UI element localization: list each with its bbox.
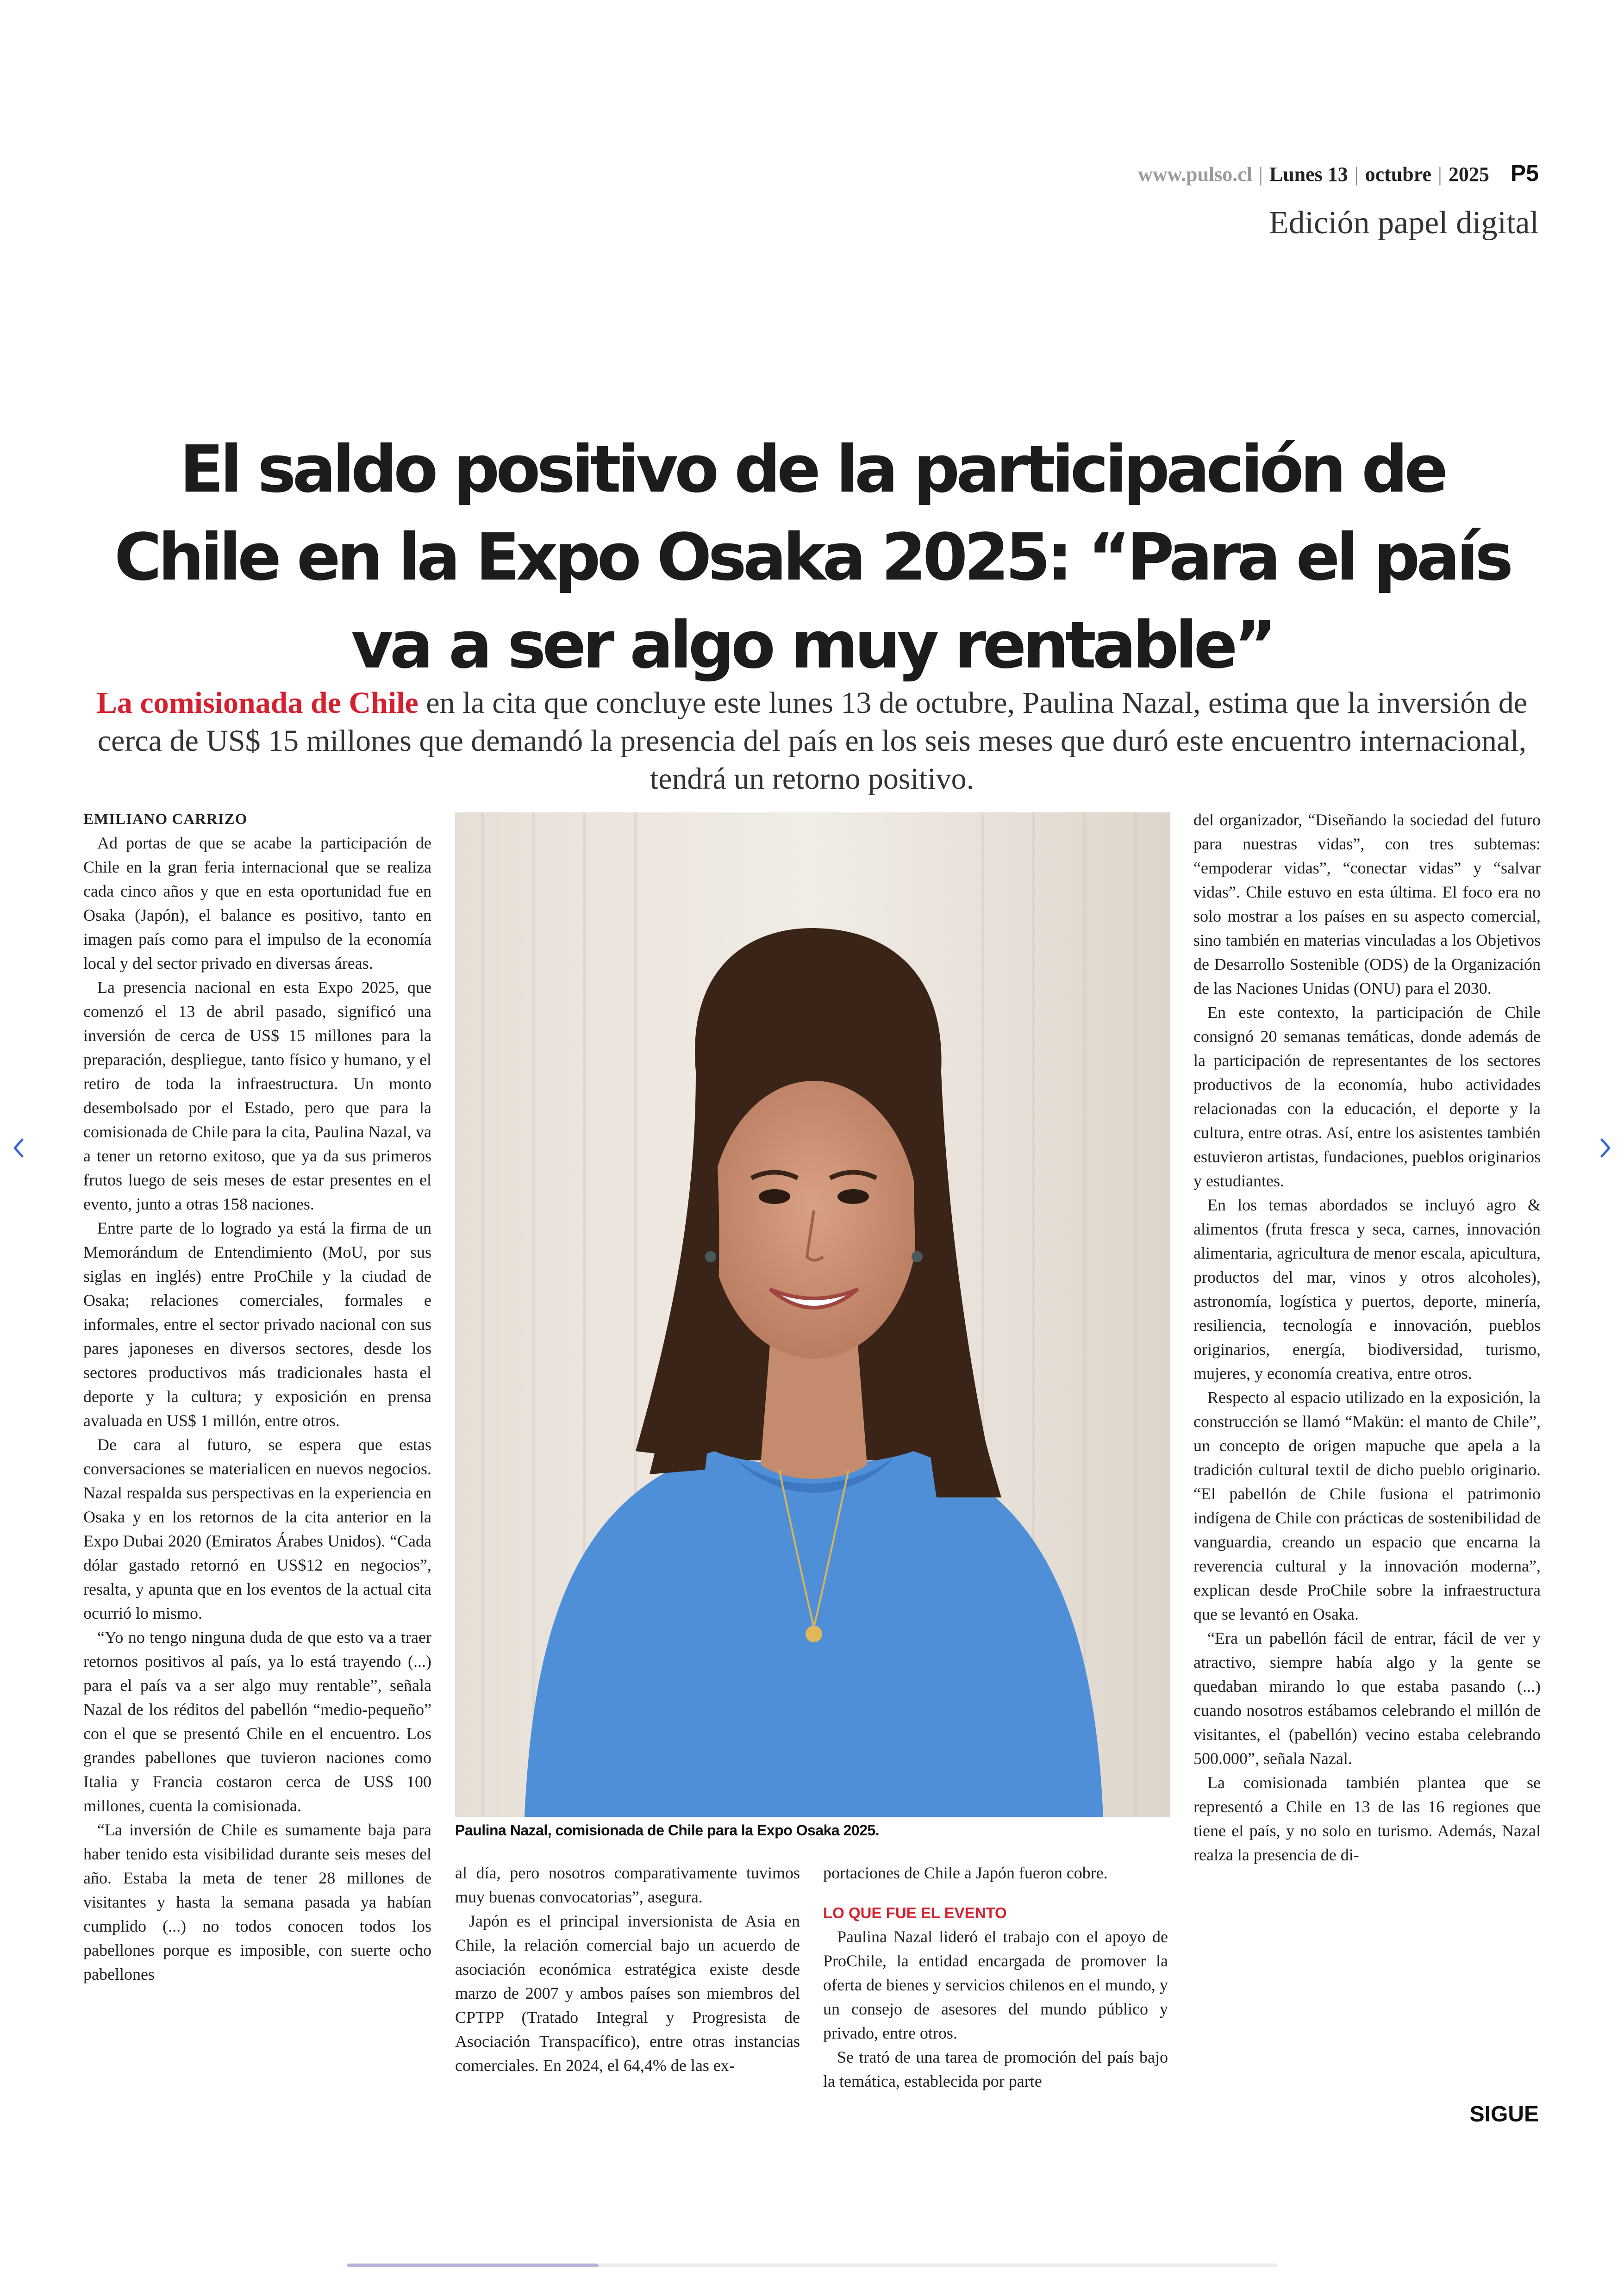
separator: | (1354, 163, 1359, 186)
chevron-right-icon (1596, 1134, 1615, 1162)
date-year: 2025 (1448, 163, 1489, 186)
paragraph: Respecto al espacio utilizado en la exposición, la construcción se llamó “Makün: el manto de Chile”, un concepto de origen mapuche que apela a la tradición cultural textil de dicho pueblo originario. “El pabellón de Chile fusiona el patrimonio indígena de Chile con prácticas de sostenibilidad de vanguardia, creando un espacio que encarna la reverencia cultural y la innovación moderna”, explican desde ProChile sobre la infraestructura que se levantó en Osaka. (1193, 1388, 1541, 1623)
continue-label: SIGUE (1469, 2102, 1539, 2127)
paragraph: Paulina Nazal lideró el trabajo con el apoyo de ProChile, la entidad encargada de promover la oferta de bienes y servicios chilenos en el mundo, y un consejo de asesores del mundo público y privado, entre otros. (823, 1927, 1168, 2042)
section-subhead: LO QUE FUE EL EVENTO (823, 1904, 1007, 1921)
paragraph: “Era un pabellón fácil de entrar, fácil de ver y atractivo, siempre había algo y la gente se quedaban mirando lo que estaba pasando (...) cuando nosotros estábamos celebrando el millón de visitantes, el (pabellón) vecino estaba celebrando 500.000”, señala Nazal. (1193, 1629, 1541, 1768)
byline: EMILIANO CARRIZO (83, 811, 248, 828)
article-column-1 (83, 808, 431, 1986)
photo-caption: Paulina Nazal, comisionada de Chile para la Expo Osaka 2025. (455, 1822, 880, 1839)
article-deck (93, 684, 1531, 798)
scrollbar-thumb[interactable] (347, 2264, 599, 2267)
paragraph: portaciones de Chile a Japón fueron cobre. (823, 1864, 1108, 1882)
page-scrollbar[interactable] (347, 2264, 1278, 2267)
page-number: P5 (1510, 160, 1539, 186)
deck-lead: La comisionada de Chile (96, 686, 418, 720)
next-page-button[interactable] (1596, 1134, 1615, 1162)
portrait-illustration (455, 812, 1170, 1817)
previous-page-button[interactable] (9, 1134, 28, 1162)
paragraph: La comisionada también plantea que se representó a Chile en 13 de las 16 regiones que tiene el país, y no solo en turismo. Además, Nazal realza la presencia de di- (1193, 1773, 1541, 1864)
date-month: octubre (1365, 163, 1432, 186)
paragraph: Se trató de una tarea de promoción del país bajo la temática, establecida por parte (823, 2048, 1168, 2090)
paragraph: Japón es el principal inversionista de Asia en Chile, la relación comercial bajo un acuerdo de asociación económica estratégica existe desde marzo de 2007 y ambos países son miembros del CPTPP (Tratado Integral y Progresista de Asociación Transpacífico), entre otras instancias comerciales. En 2024, el 64,4% de las ex- (455, 1912, 800, 2075)
paragraph: Ad portas de que se acabe la participación de Chile en la gran feria internacional que se realiza cada cinco años y que en esta oportunidad fue en Osaka (Japón), el balance es positivo, tanto en imagen país como para el impulso de la economía local y del sector privado en diversas áreas. (83, 834, 431, 973)
separator: | (1438, 163, 1442, 186)
date-day: Lunes 13 (1269, 163, 1348, 186)
article-column-3 (823, 1861, 1168, 2093)
masthead (1138, 160, 1539, 187)
paragraph: La presencia nacional en esta Expo 2025, que comenzó el 13 de abril pasado, significó una inversión de cerca de US$ 15 millones para la preparación, despliegue, tanto físico y humano, y el retiro de toda la infraestructura. Un monto desembolsado por el Estado, pero que para la comisionada de Chile para la cita, Paulina Nazal, va a tener un retorno exitoso, que ya da sus primeros frutos luego de seis meses de estar presentes en el evento, junto a otras 158 naciones. (83, 978, 431, 1213)
paragraph: En este contexto, la participación de Chile consignó 20 semanas temáticas, donde además de la participación de representantes de los sectores productivos de la economía, hubo actividades relacionadas con la educación, el deporte y la cultura, entre otras. Así, entre los asistentes también estuvieron artistas, fundaciones, pueblos originarios y estudiantes. (1193, 1003, 1541, 1190)
edition-label: Edición papel digital (1268, 205, 1539, 241)
article-photo (455, 812, 1170, 1817)
article-column-4 (1193, 808, 1541, 1867)
separator: | (1259, 163, 1263, 186)
article-headline: El saldo positivo de la participación de Chile en la Expo Osaka 2025: “Para el país va a ser algo muy rentable” (114, 432, 1510, 683)
paragraph: del organizador, “Diseñando la sociedad del futuro para nuestras vidas”, con tres subtemas: “empoderar vidas”, “conectar vidas” y “salvar vidas”. Chile estuvo en esta última. El foco era no solo mostrar a los países en su aspecto comercial, sino también en materias vinculadas a los Objetivos de Desarrollo Sostenible (ODS) de la Organización de las Naciones Unidas (ONU) para el 2030. (1193, 811, 1541, 998)
site-url: www.pulso.cl (1138, 163, 1253, 186)
paragraph: De cara al futuro, se espera que estas conversaciones se materialicen en nuevos negocios. Nazal respalda sus perspectivas en la experiencia en Osaka y en los retornos de la cita anterior en la Expo Dubai 2020 (Emiratos Árabes Unidos). “Cada dólar gastado retornó en US$12 en negocios”, resalta, y apunta que en los eventos de la actual cita ocurrió lo mismo. (83, 1435, 431, 1622)
chevron-left-icon (9, 1134, 28, 1162)
article-column-2 (455, 1861, 800, 2077)
paragraph: Entre parte de lo logrado ya está la firma de un Memorándum de Entendimiento (MoU, por sus siglas en inglés) entre ProChile y la ciudad de Osaka; relaciones comerciales, formales e informales, entre el sector privado nacional con sus pares japoneses en diversos sectores, desde los sectores productivos más tradicionales hasta el deporte y la cultura; y exposición en prensa avaluada en US$ 1 millón, entre otros. (83, 1219, 431, 1430)
deck-text: en la cita que concluye este lunes 13 de octubre, Paulina Nazal, estima que la inversión de cerca de US$ 15 millones que demandó la presencia del país en los seis meses que duró este encuentro internacional, tendrá un retorno positivo. (97, 686, 1528, 796)
paragraph: “La inversión de Chile es sumamente baja para haber tenido esta visibilidad durante seis meses del año. Estaba la meta de tener 28 millones de visitantes y hasta la semana pasada ya habían cumplido (...) no todos conocen todos los pabellones porque es imposible, con suerte ocho pabellones (83, 1821, 431, 1983)
paragraph: al día, pero nosotros comparativamente tuvimos muy buenas convocatorias”, asegura. (455, 1864, 800, 1906)
paragraph: “Yo no tengo ninguna duda de que esto va a traer retornos positivos al país, ya lo está trayendo (...) para el país va a ser algo muy rentable”, señala Nazal de los réditos del pabellón “medio-pequeño” con el que se presentó Chile en el encuentro. Los grandes pabellones que tuvieron naciones como Italia y Francia costaron cerca de US$ 100 millones, cuenta la comisionada. (83, 1628, 431, 1815)
paragraph: En los temas abordados se incluyó agro & alimentos (fruta fresca y seca, carnes, innovación alimentaria, agricultura de menor escala, apicultura, productos del mar, vinos y otros alcoholes), astronomía, logística y puertos, deporte, minería, resiliencia, tecnología e innovación, pueblos originarios, energía, biodiversidad, turismo, mujeres, y economía creativa, entre otros. (1193, 1196, 1541, 1383)
